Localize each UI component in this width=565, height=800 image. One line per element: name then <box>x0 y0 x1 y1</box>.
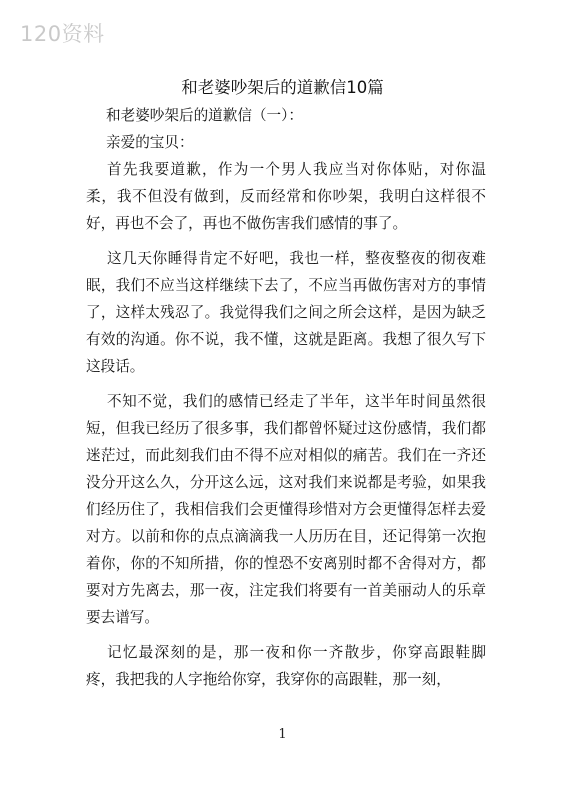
watermark: 120资料 <box>20 22 105 46</box>
paragraph-2: 这几天你睡得肯定不好吧，我也一样，整夜整夜的彻夜难眠，我们不应当这样继续下去了，不应当再做伤害对方的事情了，这样太残忍了。我觉得我们之间之所会这样，是因为缺乏有效的沟通。你不说，我不懂，这就是距离。我想了很久写下这段话。 <box>86 250 486 375</box>
paragraph-1: 首先我要道歉，作为一个男人我应当对你体贴，对你温柔，我不但没有做到，反而经常和你吵架，我明白这样很不好，再也不会了，再也不做伤害我们感情的事了。 <box>86 161 486 232</box>
letter-salutation: 亲爱的宝贝： <box>106 134 194 151</box>
paragraph-3: 不知不觉，我们的感情已经走了半年，这半年时间虽然很短，但我已经历了很多事，我们都曾怀疑过这份感情，我们都迷茫过，而此刻我们由不得不应对相似的痛苦。我们在一齐还没分开这么久，分开这么远，这对我们来说都是考验，如果我们经历住了，我相信我们会更懂得珍惜对方会更懂得怎样去爱对方。以前和你的点点滴滴我一人历历在目，还记得第一次抱着你，你的不知所措，你的惶恐不安离别时都不舍得对方，都要对方先离去，那一夜，注定我们将要有一首美丽动人的乐章要去谱写。 <box>86 393 486 626</box>
document-body <box>86 102 486 693</box>
paragraph-4: 记忆最深刻的是，那一夜和你一齐散步，你穿高跟鞋脚疼，我把我的人字拖给你穿，我穿你的高跟鞋，那一刻， <box>86 644 486 688</box>
document-title: 和老婆吵架后的道歉信10篇 <box>181 78 384 97</box>
letter-subtitle: 和老婆吵架后的道歉信（一）： <box>106 107 304 124</box>
page-number: 1 <box>278 727 287 742</box>
